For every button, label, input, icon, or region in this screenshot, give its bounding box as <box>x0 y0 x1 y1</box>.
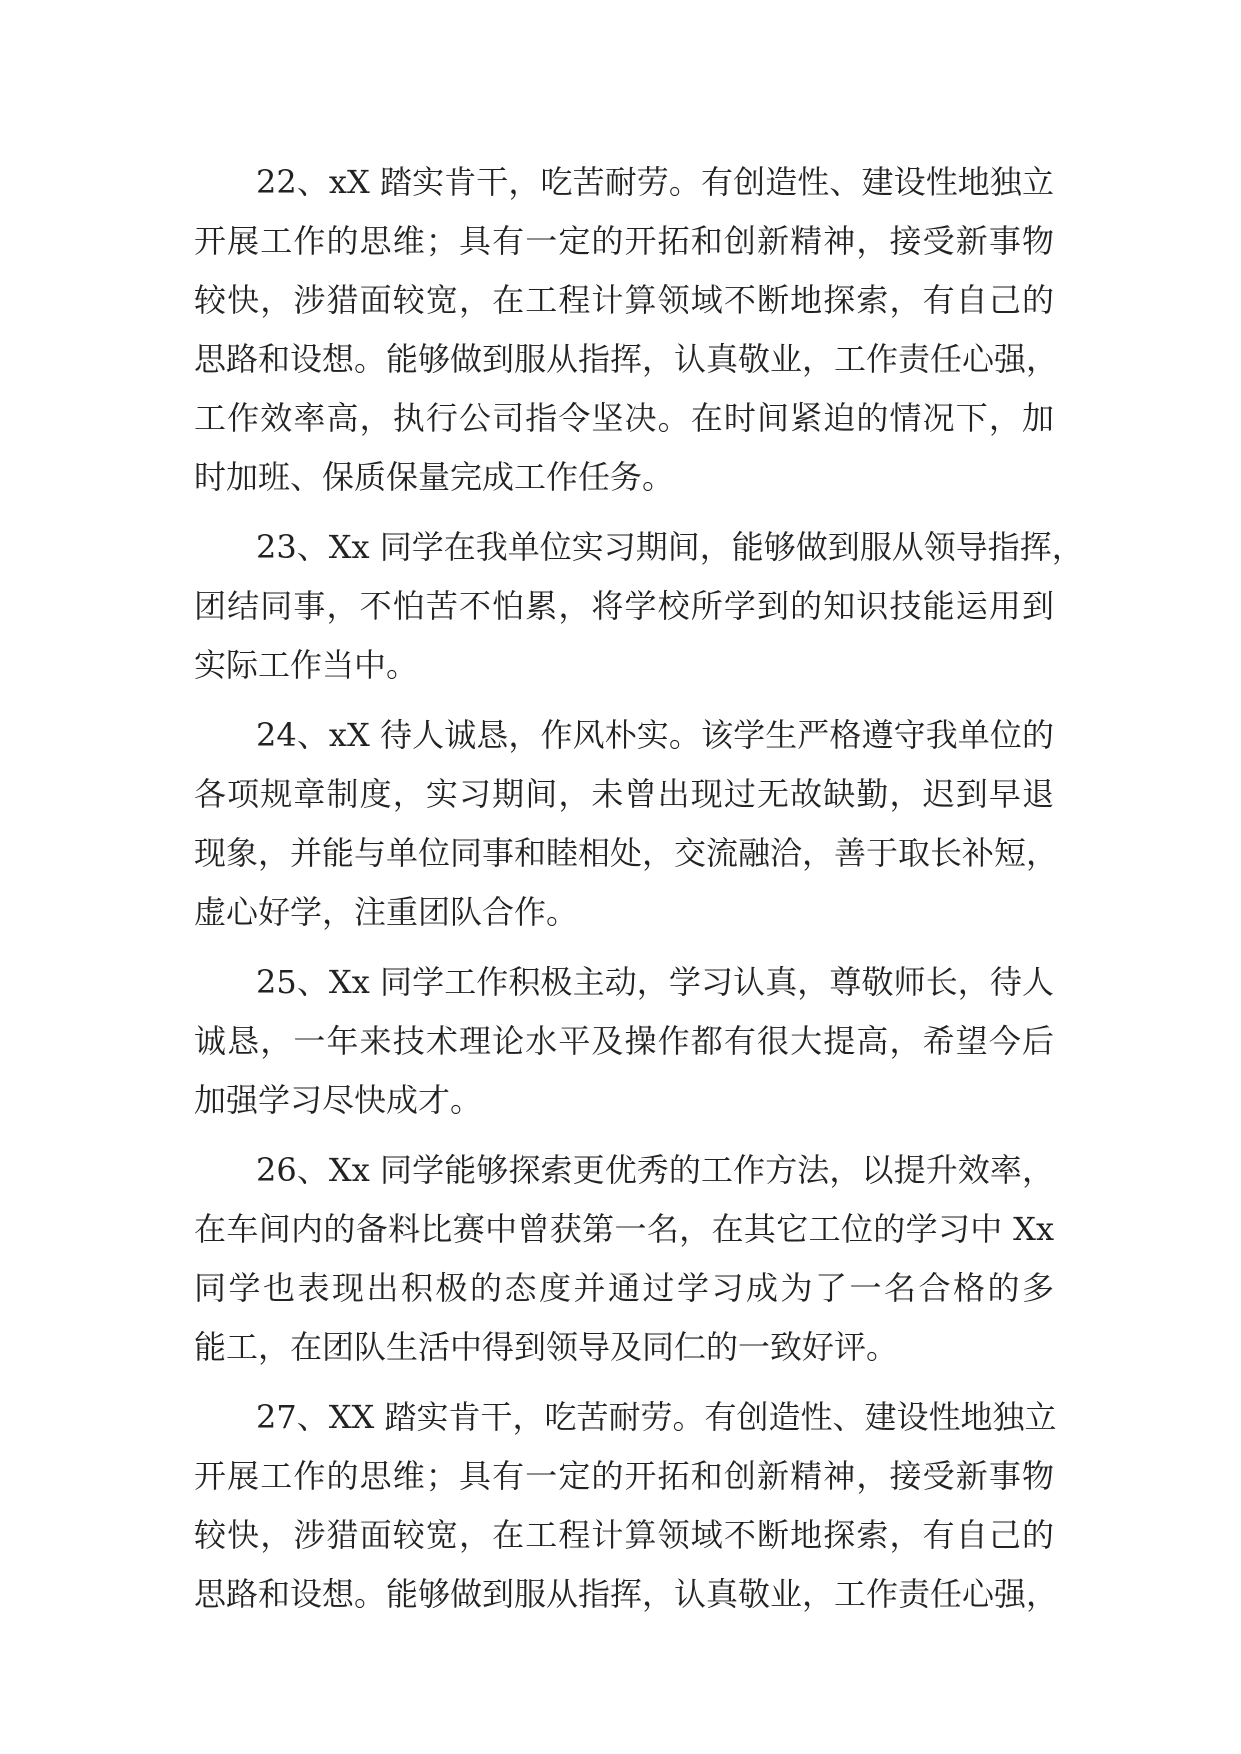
text-line: 时加班、保质保量完成工作任务。 <box>194 458 675 496</box>
text-line: 较快，涉猎面较宽，在工程计算领域不断地探索，有自己的 <box>194 1516 1054 1554</box>
text-line: 开展工作的思维；具有一定的开拓和创新精神，接受新事物 <box>194 222 1054 260</box>
text-line: 在车间内的备料比赛中曾获第一名，在其它工位的学习中 Xx <box>194 1210 1054 1248</box>
text-line: 思路和设想。能够做到服从指挥，认真敬业，工作责任心强， <box>194 1575 1059 1613</box>
text-line: 23、Xx 同学在我单位实习期间，能够做到服从领导指挥， <box>256 528 1084 566</box>
paragraph-24 <box>194 706 1059 942</box>
text-line: 思路和设想。能够做到服从指挥，认真敬业，工作责任心强， <box>194 340 1059 378</box>
text-line: 24、xX 待人诚恳，作风朴实。该学生严格遵守我单位的 <box>256 716 1054 754</box>
text-line: 现象，并能与单位同事和睦相处，交流融洽，善于取长补短， <box>194 834 1059 872</box>
paragraph-26 <box>194 1141 1054 1377</box>
paragraph-23 <box>194 518 1084 695</box>
text-line: 较快，涉猎面较宽，在工程计算领域不断地探索，有自己的 <box>194 281 1054 319</box>
text-line: 团结同事，不怕苦不怕累，将学校所学到的知识技能运用到 <box>194 587 1054 625</box>
text-line: 25、Xx 同学工作积极主动，学习认真，尊敬师长，待人 <box>256 963 1054 1001</box>
text-line: 工作效率高，执行公司指令坚决。在时间紧迫的情况下，加 <box>194 399 1054 437</box>
document-body <box>194 153 1084 1635</box>
paragraph-27 <box>194 1388 1059 1624</box>
text-line: 26、Xx 同学能够探索更优秀的工作方法，以提升效率， <box>256 1151 1054 1189</box>
text-line: 各项规章制度，实习期间，未曾出现过无故缺勤，迟到早退 <box>194 775 1054 813</box>
text-line: 开展工作的思维；具有一定的开拓和创新精神，接受新事物 <box>194 1457 1054 1495</box>
paragraph-25 <box>194 953 1054 1130</box>
text-line: 虚心好学，注重团队合作。 <box>194 893 579 931</box>
text-line: 诚恳，一年来技术理论水平及操作都有很大提高，希望今后 <box>194 1022 1054 1060</box>
text-line: 实际工作当中。 <box>194 646 419 684</box>
text-line: 加强学习尽快成才。 <box>194 1081 483 1119</box>
text-line: 同学也表现出积极的态度并通过学习成为了一名合格的多 <box>194 1269 1054 1307</box>
paragraph-22 <box>194 153 1059 507</box>
text-line: 能工，在团队生活中得到领导及同仁的一致好评。 <box>194 1328 899 1366</box>
text-line: 27、XX 踏实肯干，吃苦耐劳。有创造性、建设性地独立 <box>256 1398 1057 1436</box>
text-line: 22、xX 踏实肯干，吃苦耐劳。有创造性、建设性地独立 <box>256 163 1054 201</box>
